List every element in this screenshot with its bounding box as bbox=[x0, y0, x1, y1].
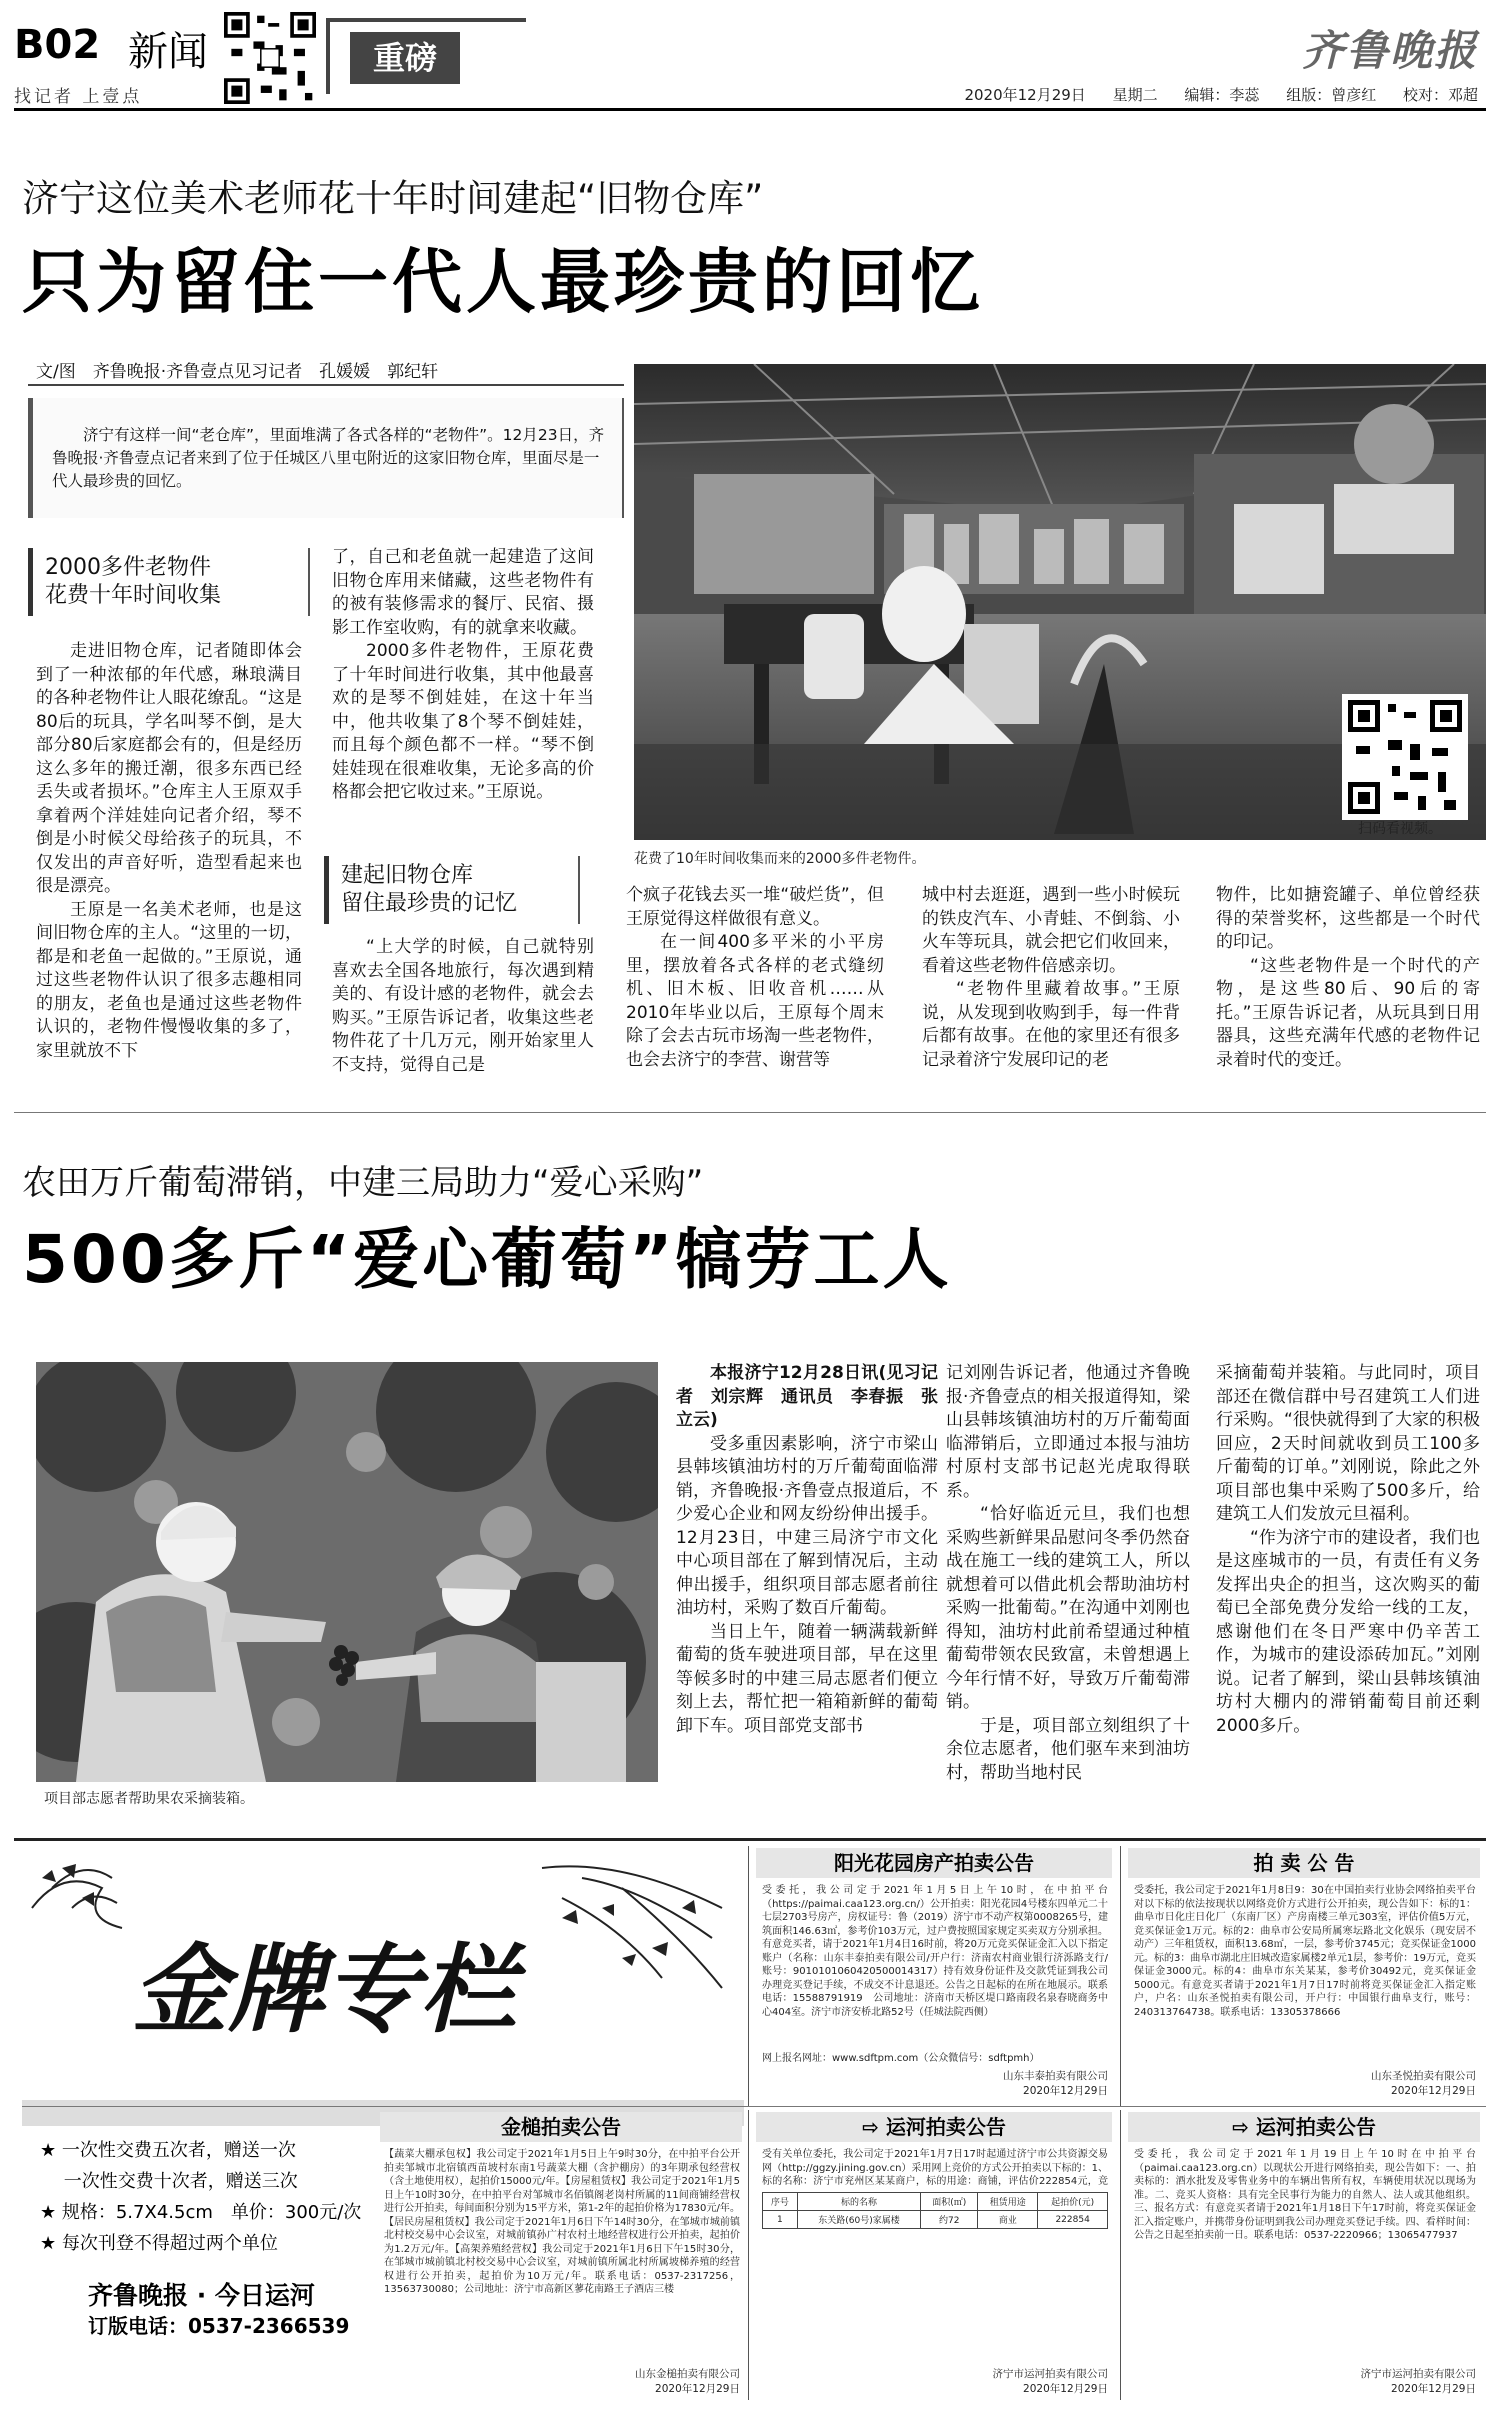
article1-column-2b bbox=[332, 936, 594, 1086]
slogan: 找记者 上壹点 bbox=[14, 87, 143, 107]
paragraph: “上大学的时候，自己就特别喜欢去全国各地旅行，每次遇到精美的、有设计感的老物件，就会去购买。”王原告诉记者，收集这些老物件花了十几万元，刚开始家里人不支持，觉得自己是 bbox=[332, 937, 594, 1075]
section-badge: 重磅 bbox=[350, 32, 460, 84]
paragraph: 2000多件老物件，王原花费了十年时间进行收集，其中他最喜欢的是琴不倒娃娃，在这十年当中，他共收集了8个琴不倒娃娃，而且每个颜色都不一样。“琴不倒娃娃现在很难收集，无论多高的价格都会把它收过来。”王原说。 bbox=[332, 641, 594, 802]
article1-column-2 bbox=[332, 546, 594, 846]
paragraph: 王原是一名美术老师，也是这间旧物仓库的主人。“这里的一切，都是和老鱼一起做的。”王原说，通过这些老物件认识了很多志趣相同的朋友，老鱼也是通过这些老物件认识的，老物件慢慢收集的多了，家里就放不下 bbox=[36, 899, 302, 1061]
table-row bbox=[763, 2211, 1108, 2229]
subhead-warehouse bbox=[324, 856, 580, 924]
jinpai-title: 金牌专栏 bbox=[132, 1933, 516, 2046]
table-header-cell: 标的名称 bbox=[797, 2193, 920, 2211]
notice-paimai-title: 拍 卖 公 告 bbox=[1128, 1848, 1480, 1878]
paragraph: “作为济宁市的建设者，我们也是这座城市的一员，有责任有义务发挥出央企的担当，这次购买的葡萄已全部免费分发给一线的工友，感谢他们在冬日严寒中仍辛苦工作，为城市的建设添砖加瓦。”刘刚说。记者了解到，梁山县韩垓镇油坊村大棚内的滞销葡萄目前还剩2000多斤。 bbox=[1216, 1527, 1480, 1736]
paragraph: 记刘刚告诉记者，他通过齐鲁晚报·齐鲁壹点的相关报道得知，梁山县韩垓镇油坊村的万斤葡萄面临滞销后，立即通过本报与油坊村原村支部书记赵光虎取得联系。 bbox=[946, 1363, 1190, 1501]
table-cell: 222854 bbox=[1038, 2211, 1108, 2229]
section-name: 新闻 bbox=[128, 29, 208, 75]
article1-lead: 济宁有这样一间“老仓库”，里面堆满了各式各样的“老物件”。12月23日，齐鲁晚报·齐鲁壹点记者来到了位于任城区八里屯附近的这家旧物仓库，里面尽是一代人最珍贵的回忆。 bbox=[52, 426, 605, 490]
notice-yangguang-contact: 网上报名网址：www.sdftpm.com（公众微信号：sdftpmh） bbox=[762, 2053, 1040, 2064]
subhead-collection bbox=[28, 548, 310, 616]
subhead-line: 留住最珍贵的记忆 bbox=[341, 891, 518, 916]
layout-credit: 组版：曾彦红 bbox=[1286, 86, 1377, 104]
article2-column-3 bbox=[1216, 1362, 1480, 1802]
table-header-cell: 租赁用途 bbox=[978, 2193, 1038, 2211]
article1-byline: 文/图 齐鲁晚报·齐鲁壹点见习记者 孔媛媛 郭纪轩 bbox=[36, 362, 439, 382]
ad-divider bbox=[748, 2110, 749, 2400]
notice-yunhe1-intro: 受有关单位委托，我公司定于2021年1月7日17时起通过济宁市公共资源交易网（http://ggzy.jining.gov.cn）采用网上竞价的方式公开拍卖以下标的：1、标的名称：济宁市兖州区某某商户，标的用途：商铺，评估价222854元，竞 bbox=[762, 2149, 1108, 2187]
byline-rule bbox=[28, 384, 624, 386]
grape-picking-photo bbox=[36, 1362, 658, 1782]
ad-row-divider bbox=[22, 2106, 1486, 2107]
table-header-cell: 面积(㎡) bbox=[921, 2193, 978, 2211]
notice-paimai-sign: 山东圣悦拍卖有限公司 2020年12月29日 bbox=[1371, 2070, 1476, 2097]
qr-caption: 扫码看视频。 bbox=[1358, 821, 1442, 837]
notice-yunhe1-table bbox=[762, 2192, 1108, 2229]
paragraph: 于是，项目部立刻组织了十余位志愿者，他们驱车来到油坊村，帮助当地村民 bbox=[946, 1715, 1190, 1783]
ad-divider bbox=[1120, 2110, 1121, 2400]
table-cell: 约72 bbox=[921, 2211, 978, 2229]
yunhe-arrow-icon: ⇨ bbox=[1232, 2115, 1256, 2139]
header-rule bbox=[14, 108, 1486, 111]
jinpai-pricing bbox=[40, 2135, 361, 2259]
subhead-line: 花费十年时间收集 bbox=[45, 583, 222, 608]
jinpai-phone: 订版电话：0537-2366539 bbox=[88, 2314, 350, 2338]
warehouse-photo-caption: 花费了10年时间收集而来的2000多件老物件。 bbox=[634, 851, 926, 867]
article2-column-1 bbox=[676, 1362, 938, 1802]
proof-credit: 校对：邓超 bbox=[1402, 86, 1478, 104]
warehouse-photo bbox=[634, 364, 1486, 840]
paragraph: “恰好临近元旦，我们也想采购些新鲜果品慰问冬季仍然奋战在施工一线的建筑工人，所以就想着可以借此机会帮助油坊村采购一批葡萄。”在沟通中刘刚也得知，油坊村此前希望通过种植葡萄带领农民致富，未曾想遇上今年行情不好，导致万斤葡萄滞销。 bbox=[946, 1504, 1190, 1712]
issue-meta bbox=[948, 84, 1478, 105]
paragraph: 走进旧物仓库，记者随即体会到了一种浓郁的年代感，琳琅满目的各种老物件让人眼花缭乱。“这是80后的玩具，学名叫琴不倒，是大部分80后家庭都会有的，但是经历这么多年的搬迁潮，很多东西已经丢失或者损坏。”仓库主人王原双手拿着两个洋娃娃向记者介绍，琴不倒是小时候父母给孩子的玩具，不仅发出的声音好听，造型看起来也很是漂亮。 bbox=[36, 641, 302, 896]
notice-yangguang-sign: 山东丰泰拍卖有限公司 2020年12月29日 bbox=[1003, 2070, 1108, 2097]
paragraph: “这些老物件是一个时代的产物，是这些80后、90后的寄托。”王原告诉记者，从玩具到日用器具，这些充满年代感的老物件记录着时代的变迁。 bbox=[1216, 955, 1480, 1070]
notice-yangguang-body: 受委托，我公司定于2021年1月5日上午10时，在中拍平台（https://paimai.caa123.org.cn/）公开拍卖：阳光花园4号楼东四单元二十七层2703号房产，房权证号：鲁（2019）济宁市不动产权第0008265号，建筑面积146.63㎡，参考价103万元，过户费按照国家规定买卖双方分别承担。有意竞买者，请于2021年1月4日16时前，将20万元竞买保证金汇入以下指定账户（名称：山东丰泰拍卖有限公司/开户行：济南农村商业银行济泺路支行/账号：9010101060420500014317）持有效身份证件及交款凭证到我公司办理竞买登记手续，不成交不计息退还。公告之日起标的在所在地展示。联系电话：15588791919 公司地址：济南市天桥区堤口路南段名泉春晓商务中心404室。济宁市济安桥北路52号（任城法院西侧） bbox=[762, 1885, 1108, 2018]
subhead-line: 建起旧物仓库 bbox=[341, 863, 474, 888]
editor-credit: 编辑：李蕊 bbox=[1184, 86, 1260, 104]
paragraph: 受多重因素影响，济宁市梁山县韩垓镇油坊村的万斤葡萄面临滞销，齐鲁晚报·齐鲁壹点报道后，不少爱心企业和网友纷纷伸出援手。12月23日，中建三局济宁市文化中心项目部在了解到情况后，主动伸出援手，组织项目部志愿者前往油坊村，采购了数百斤葡萄。 bbox=[676, 1433, 938, 1618]
article1-column-5 bbox=[1216, 884, 1480, 1084]
paragraph: 在一间400多平米的小平房里，摆放着各式各样的老式缝纫机、旧木板、旧收音机……从2010年毕业以后，王原每个周末除了会去古玩市场淘一些老物件，也会去济宁的李营、谢营等 bbox=[626, 932, 884, 1070]
table-cell: 商业 bbox=[978, 2211, 1038, 2229]
table-header-row bbox=[763, 2193, 1108, 2211]
notice-yunhe1-sign: 济宁市运河拍卖有限公司 2020年12月29日 bbox=[992, 2368, 1108, 2395]
pricing-line: ★ 一次性交费五次者，赠送一次 bbox=[40, 2140, 296, 2161]
paragraph: 采摘葡萄并装箱。与此同时，项目部还在微信群中号召建筑工人们进行采购。“很快就得到了大家的积极回应，2天时间就收到员工100多斤葡萄的订单。”刘刚说，除此之外项目部也集中采购了500多斤，给建筑工人们发放元旦福利。 bbox=[1216, 1363, 1480, 1524]
jinpai-brand: 齐鲁晚报 · 今日运河 bbox=[88, 2281, 315, 2310]
issue-weekday: 星期二 bbox=[1112, 86, 1158, 104]
notice-yunhe1-title bbox=[756, 2112, 1112, 2142]
notice-title-text: 运河拍卖公告 bbox=[1255, 2115, 1376, 2139]
pricing-line: ★ 每次刊登不得超过两个单位 bbox=[40, 2233, 278, 2254]
article1-column-4 bbox=[922, 884, 1180, 1084]
notice-yunhe2-title bbox=[1128, 2112, 1480, 2142]
yunhe-arrow-icon: ⇨ bbox=[862, 2115, 886, 2139]
table-cell: 1 bbox=[763, 2211, 798, 2229]
table-header-cell: 序号 bbox=[763, 2193, 798, 2211]
jinpai-column-banner bbox=[22, 1848, 744, 2098]
pricing-line: 一次性交费十次者，赠送三次 bbox=[40, 2171, 298, 2192]
paragraph: 了，自己和老鱼就一起建造了这间旧物仓库用来储藏，这些老物件有的被有装修需求的餐厅、民宿、摄影工作室收购，有的就拿来收藏。 bbox=[332, 547, 594, 638]
paragraph: “老物件里藏着故事。”王原说，从发现到收购到手，每一件背后都有故事。在他的家里还有很多记录着济宁发展印记的老 bbox=[922, 979, 1180, 1070]
article2-headline: 500多斤“爱心葡萄”犒劳工人 bbox=[22, 1221, 952, 1298]
notice-yunhe2-sign: 济宁市运河拍卖有限公司 2020年12月29日 bbox=[1360, 2368, 1476, 2395]
page-number: B02 bbox=[14, 22, 101, 68]
header-qr-code[interactable] bbox=[224, 12, 316, 104]
article1-column-3 bbox=[626, 884, 884, 1084]
article2-column-2 bbox=[946, 1362, 1190, 1802]
article2-kicker: 农田万斤葡萄滞销，中建三局助力“爱心采购” bbox=[22, 1163, 704, 1203]
ad-divider bbox=[748, 1846, 749, 2106]
article-separator bbox=[14, 1112, 1486, 1113]
notice-jinchui-title: 金槌拍卖公告 bbox=[380, 2112, 742, 2142]
notice-jinchui-sign: 山东金槌拍卖有限公司 2020年12月29日 bbox=[635, 2368, 740, 2395]
paragraph: 城中村去逛逛，遇到一些小时候玩的铁皮汽车、小青蛙、不倒翁、小火车等玩具，就会把它们收回来，看着这些老物件倍感亲切。 bbox=[922, 885, 1180, 976]
issue-date: 2020年12月29日 bbox=[964, 86, 1086, 104]
paragraph: 当日上午，随着一辆满载新鲜葡萄的货车驶进项目部，早在这里等候多时的中建三局志愿者们便立刻上去，帮忙把一箱箱新鲜的葡萄卸下车。项目部党支部书 bbox=[676, 1621, 938, 1736]
article1-headline: 只为留住一代人最珍贵的回忆 bbox=[22, 241, 984, 323]
article1-column-1 bbox=[36, 640, 302, 1080]
table-cell: 东关路(60号)家属楼 bbox=[797, 2211, 920, 2229]
notice-yunhe2-body: 受委托，我公司定于2021年1月19日上午10时在中拍平台（paimai.caa123.org.cn）以现状公开进行网络拍卖，现公告如下：一、拍卖标的：酒水批发及零售业务中的车辆出售所有权，车辆使用状况以现场为准。二、竞买人资格：具有完全民事行为能力的自然人、法人或其他组织。三、报名方式：有意竞买者请于2021年1月18日下午17时前，将竞买保证金汇入指定账户，并携带身份证明到我公司办理竞买登记手续。四、看样时间：公告之日起至拍卖前一日。联系电话：0537-2220966；13065477937 bbox=[1134, 2149, 1476, 2241]
article1-kicker: 济宁这位美术老师花十年时间建起“旧物仓库” bbox=[22, 177, 764, 220]
grape-photo-caption: 项目部志愿者帮助果农采摘装箱。 bbox=[44, 1791, 254, 1807]
pricing-line: ★ 规格：5.7X4.5cm 单价：300元/次 bbox=[40, 2202, 362, 2223]
table-header-cell: 起拍价(元) bbox=[1038, 2193, 1108, 2211]
notice-jinchui-body: 【蔬菜大棚承包权】我公司定于2021年1月5日上午9时30分，在中拍平台公开拍卖邹城市北宿镇西苗坡村东南1号蔬菜大棚（含护棚房）的3年期承包经营权（含土地使用权），起拍价15000元/年。【房屋租赁权】我公司定于2021年1月5日上午10时30分，在中拍平台对邹城市名佰镇阁老岗村所属的11间商铺经营权进行公开拍卖，每间面积分别为15平方米，第1-2年的起拍价格为17830元/年。【居民房屋租赁权】我公司定于2021年1月6日下午14时30分，在邹城市城前镇北村校交易中心会议室，对城前镇孙广村农村土地经营权进行公开拍卖，起拍价为1.2万元/年。【高架养殖经营权】我公司定于2021年1月6日下午15时30分，在邹城市城前镇北村校交易中心会议室，对城前镇所属北村所属坡梯养殖的经营权进行公开拍卖，起拍价为10万元/年。联系电话：0537-2317256，13563730080；公司地址：济宁市高新区蓼花南路王子酒店三楼 bbox=[384, 2149, 740, 2295]
article2-dateline: 本报济宁12月28日讯(见习记者 刘宗辉 通讯员 李春振 张立云) bbox=[676, 1363, 938, 1430]
notice-yangguang-title: 阳光花园房产拍卖公告 bbox=[756, 1848, 1112, 1878]
newspaper-logo: 齐鲁晚报 bbox=[1301, 26, 1478, 75]
notice-title-text: 运河拍卖公告 bbox=[885, 2115, 1006, 2139]
notice-paimai-body: 受委托，我公司定于2021年1月8日9：30在中国拍卖行业协会网络拍卖平台对以下标的依法按现状以网络竞价方式进行公开拍卖，现公告如下：标的1：曲阜市日化庄日化厂（东南厂区）产房南楼三单元303室，评估价值5万元，竞买保证金1万元。标的2：曲阜市公安局所属寒坛路北文化娱乐（现安居不动产）三年租赁权，面积13.68㎡，一层，参考价3745元；竞买保证金1000元。标的3：曲阜市湖北庄旧城改造家属楼2单元1层，参考价：19万元，竞买保证金3000元。标的4：曲阜市东关某某，参考价30492元，竞买保证金5000元。有意竞买者请于2021年1月7日17时前将竞买保证金汇入指定账户，户名：山东圣悦拍卖有限公司，开户行：中国银行曲阜支行，账号：240313764738。联系电话：13305378666 bbox=[1134, 1885, 1476, 2018]
ad-divider bbox=[1120, 1846, 1121, 2106]
paragraph: 物件，比如搪瓷罐子、单位曾经获得的荣誉奖杯，这些都是一个时代的印记。 bbox=[1216, 885, 1480, 952]
subhead-line: 2000多件老物件 bbox=[45, 555, 211, 580]
paragraph: 个疯子花钱去买一堆“破烂货”，但王原觉得这样做很有意义。 bbox=[626, 885, 884, 929]
